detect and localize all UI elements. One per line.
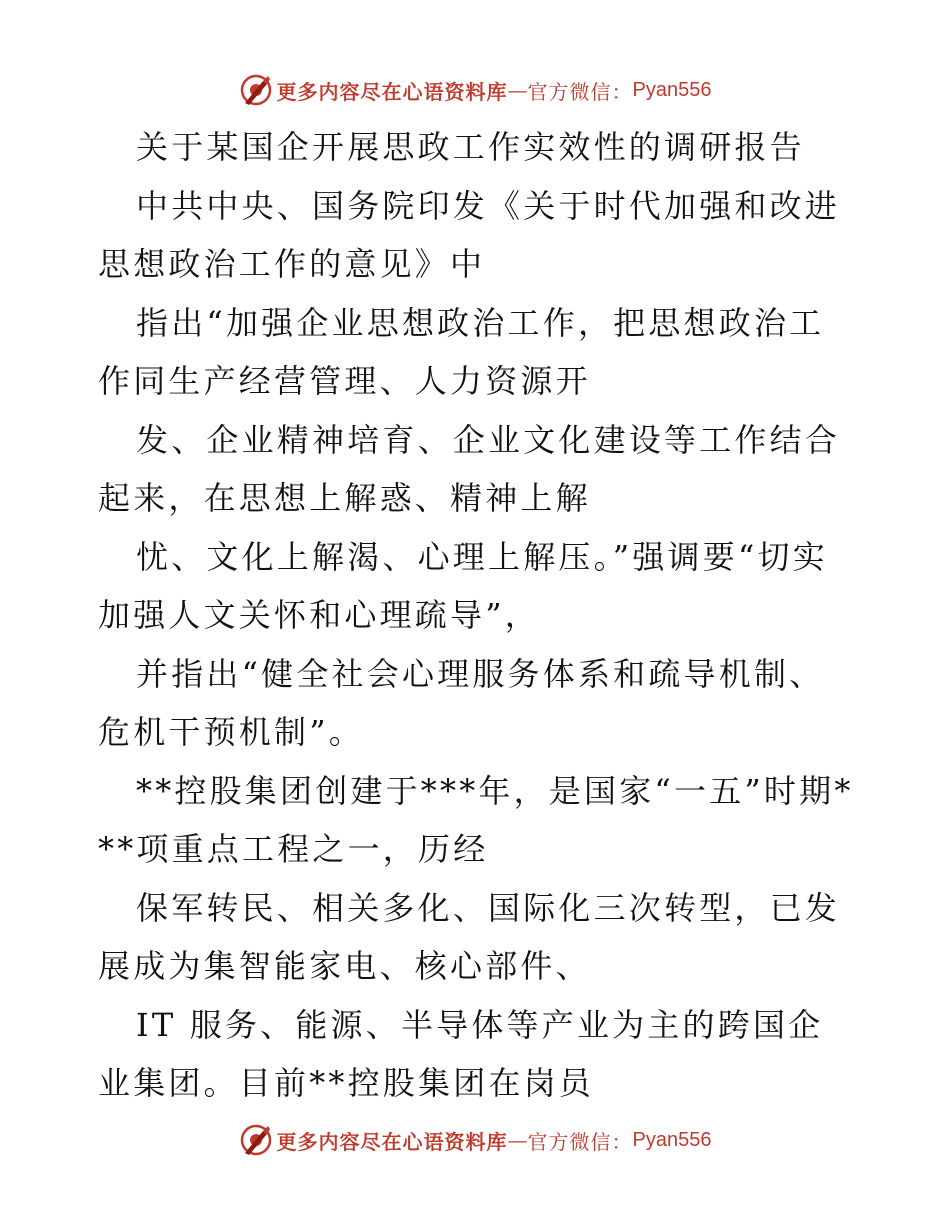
banner-wechat-label: 官方微信：: [527, 1129, 633, 1154]
footer-banner: [0, 1120, 950, 1160]
header-banner: [0, 70, 950, 110]
pen-logo-icon: [239, 73, 273, 107]
paragraph: IT 服务、能源、半导体等产业为主的跨国企业集团。目前**控股集团在岗员: [98, 1005, 824, 1102]
banner-title: 更多内容尽在心语资料库: [276, 1129, 508, 1154]
banner-wechat-label: 官方微信：: [527, 79, 633, 104]
paragraph: 保军转民、相关多化、国际化三次转型，已发展成为集智能家电、核心部件、: [98, 888, 841, 985]
document-title: 关于某国企开展思政工作实效性的调研报告: [136, 128, 805, 166]
paragraph: 指出“加强企业思想政治工作，把思想政治工作同生产经营管理、人力资源开: [98, 303, 825, 400]
paragraph: 中共中央、国务院印发《关于时代加强和改进思想政治工作的意见》中: [98, 186, 841, 283]
banner-title: 更多内容尽在心语资料库: [276, 79, 508, 104]
banner-separator: —: [507, 1128, 528, 1152]
pen-logo-icon: [239, 1123, 273, 1157]
paragraph: 发、企业精神培育、企业文化建设等工作结合起来，在思想上解惑、精神上解: [98, 420, 841, 517]
document-body: [98, 118, 854, 1113]
paragraph: 忧、文化上解渴、心理上解压。”强调要“切实加强人文关怀和心理疏导”，: [98, 537, 828, 634]
banner-separator: —: [507, 78, 528, 102]
paragraph: 并指出“健全社会心理服务体系和疏导机制、危机干预机制”。: [98, 654, 825, 751]
banner-wechat-id: Pyan556: [632, 1128, 712, 1151]
banner-wechat-id: Pyan556: [632, 78, 712, 101]
paragraph: **控股集团创建于***年，是国家“一五”时期***项重点工程之一，历经: [98, 771, 854, 868]
